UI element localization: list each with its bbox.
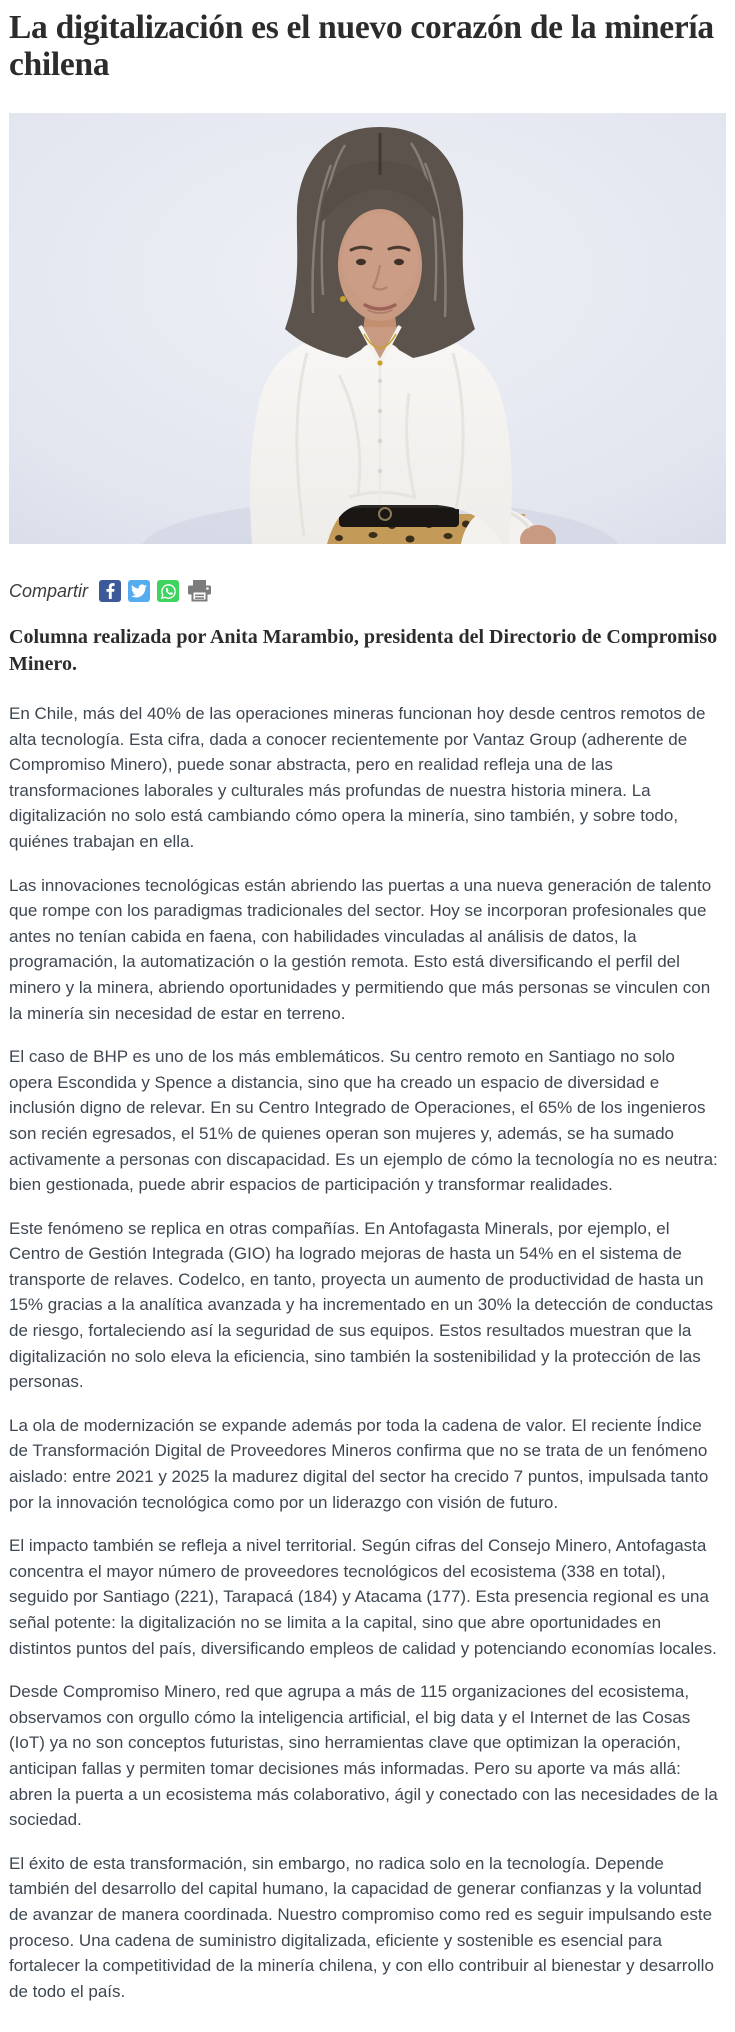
twitter-bird-glyph — [131, 583, 147, 599]
paragraph-5: La ola de modernización se expande además por toda la cadena de valor. El reciente Índice de Transformación Digital de Proveedores Mineros confirma que no se trata de un fenómeno aislado: entre 2021 y 2025 la madurez digital del sector ha crecido 7 puntos, impulsada tanto por la innovación tecnológica como por un liderazgo con visión de futuro. — [9, 1415, 709, 1512]
facebook-share-icon[interactable] — [99, 580, 121, 602]
featured-image — [9, 113, 726, 544]
article-title: La digitalización es el nuevo corazón de la minería chilena — [9, 9, 714, 83]
paragraph-3: El caso de BHP es uno de los más emblemáticos. Su centro remoto en Santiago no solo opera Escondida y Spence a distancia, sino que ha creado un espacio de diversidad e inclusión digno de relevar. En su Centro Integrado de Operaciones, el 65% de los ingenieros son recién egresados, el 51% de quienes operan son mujeres y, además, se ha sumado activamente a personas con discapacidad. Es un ejemplo de cómo la tecnología no es neutra: bien gestionada, puede abrir espacios de participación y transformar realidades. — [9, 1047, 718, 1195]
paragraph-2: Las innovaciones tecnológicas están abriendo las puertas a una nueva generación de talento que rompe con los paradigmas tradicionales del sector. Hoy se incorporan profesionales que antes no tenían cabida en faena, con habilidades vinculadas al análisis de datos, la programación, la automatización o la gestión remota. Esto está diversificando el perfil del minero y la minera, abriendo oportunidades y permitiendo que más personas se vinculen con la minería sin necesidad de estar en terreno. — [9, 875, 712, 1023]
print-icon[interactable] — [186, 579, 213, 603]
share-label: Compartir — [9, 580, 89, 601]
byline: Columna realizada por Anita Marambio, presidenta del Directorio de Compromiso Minero. — [9, 626, 718, 675]
paragraph-8: El éxito de esta transformación, sin embargo, no radica solo en la tecnología. Depende también del desarrollo del capital humano, la capacidad de generar confianzas y la voluntad de avanzar de manera coordinada. Nuestro compromiso como red es seguir impulsando este proceso. Una cadena de suministro digitalizada, eficiente y sostenible es esencial para fortalecer la competitividad de la minería chilena, y con ello contribuir al bienestar y desarrollo de todo el país. — [9, 1853, 714, 2001]
paragraph-1: En Chile, más del 40% de las operaciones mineras funcionan hoy desde centros remotos de alta tecnología. Esta cifra, dada a conocer recientemente por Vantaz Group (adherente de Compromiso Minero), puede sonar abstracta, pero en realidad refleja una de las transformaciones laborales y culturales más profundas de nuestra historia minera. La digitalización no solo está cambiando cómo opera la minería, sino también, y sobre todo, quiénes trabajan en ella. — [9, 704, 706, 851]
portrait-photo-illustration — [9, 113, 726, 544]
facebook-f-glyph — [102, 583, 118, 599]
whatsapp-phone-glyph — [160, 583, 177, 600]
article-page — [0, 9, 735, 2032]
whatsapp-share-icon[interactable] — [157, 580, 179, 602]
share-row — [9, 579, 727, 603]
paragraph-6: El impacto también se refleja a nivel territorial. Según cifras del Consejo Minero, Antofagasta concentra el mayor número de proveedores tecnológicos del ecosistema (338 en total), seguido por Santiago (221), Tarapacá (184) y Atacama (177). Esta presencia regional es una señal potente: la digitalización no se limita a la capital, sino que abre oportunidades en distintos puntos del país, diversificando empleos de calidad y potenciando economías locales. — [9, 1536, 717, 1658]
twitter-share-icon[interactable] — [128, 580, 150, 602]
paragraph-7: Desde Compromiso Minero, red que agrupa a más de 115 organizaciones del ecosistema, observamos con orgullo cómo la inteligencia artificial, el big data y el Internet de las Cosas (IoT) ya no son conceptos futuristas, sino herramientas clave que optimizan la operación, anticipan fallas y permiten tomar decisiones más informadas. Pero su aporte va más allá: abren la puerta a un ecosistema más colaborativo, ágil y conectado con las necesidades de la sociedad. — [9, 1682, 718, 1830]
printer-glyph — [186, 579, 213, 603]
paragraph-4: Este fenómeno se replica en otras compañías. En Antofagasta Minerals, por ejemplo, el Centro de Gestión Integrada (GIO) ha logrado mejoras de hasta un 54% en el sistema de transporte de relaves. Codelco, en tanto, proyecta un aumento de productividad de hasta un 15% gracias a la analítica avanzada y ha incrementado en un 30% la detección de conductas de riesgo, fortaleciendo así la seguridad de sus equipos. Estos resultados muestran que la digitalización no solo eleva la eficiencia, sino también la sostenibilidad y la protección de las personas. — [9, 1218, 714, 1392]
